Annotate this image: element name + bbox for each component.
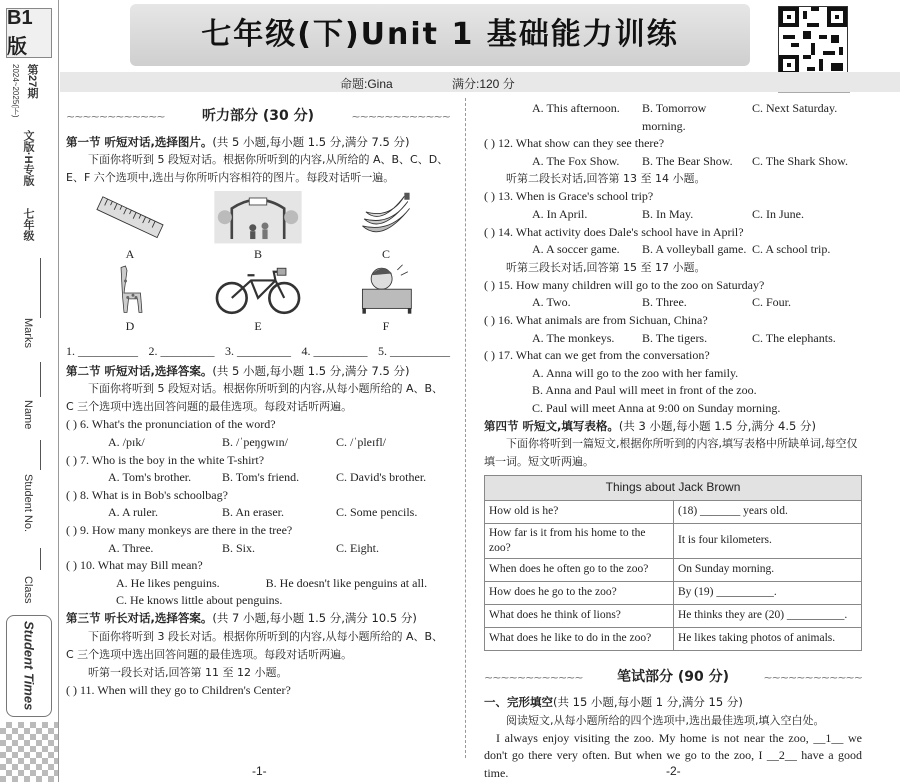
ruler-icon (90, 191, 170, 243)
qr-code-icon[interactable] (778, 6, 848, 76)
blank-2[interactable]: 2. _________ (148, 344, 215, 359)
name-label: Name (22, 400, 34, 430)
question-8: ( ) 8. What is in Bob's schoolbag? (66, 487, 228, 502)
picture-d: D (66, 263, 194, 335)
section2-heading: 第二节 听短对话,选择答案。(共 5 小题,每小题 1.5 分,满分 7.5 分) (66, 363, 410, 378)
dialog3-note: 听第三段长对话,回答第 15 至 17 小题。 (506, 260, 706, 274)
page-number-left: -1- (252, 764, 267, 778)
section3-instructions: 下面你将听到 3 段长对话。根据你所听到的内容,从每小题所给的 A、B、C 三个选项中选出回答问题的最佳选项。每段对话听两遍。 (66, 629, 444, 661)
title-banner (130, 4, 750, 66)
listening-section-title: ~~~~~ 听力部分 (30 分) ~~~~~ (66, 108, 450, 126)
marks-line (40, 258, 41, 318)
question-16: ( ) 16. What animals are from Sichuan, China? (484, 312, 708, 327)
grade-label: 七年级 (22, 208, 34, 241)
issue-number: 第27期 (26, 64, 38, 99)
question-8-options: A. A ruler. B. An eraser. C. Some pencils. (108, 505, 418, 520)
picture-a: A (66, 191, 194, 263)
section4-instructions: 下面你将听到一篇短文,根据你所听到的内容,填写表格中所缺单词,每空仅填一词。短文听两遍。 (484, 437, 858, 469)
blank-1[interactable]: 1. __________ (66, 344, 138, 359)
question-11: ( ) 11. When will they go to Children's Center? (66, 682, 291, 697)
table-row: How old is he? (18) _______ years old. (485, 500, 862, 523)
question-10-option-c: C. He knows little about penguins. (116, 593, 283, 608)
section3-heading: 第三节 听长对话,选择答案。(共 7 小题,每小题 1.5 分,满分 10.5 分) (66, 610, 417, 625)
table-row: What does he like to do in the zoo? He likes taking photos of animals. (485, 627, 862, 650)
question-12-options: A. The Fox Show. B. The Bear Show. C. The Shark Show. (532, 153, 848, 168)
question-13-options: A. In April. B. In May. C. In June. (532, 206, 804, 221)
table-row: How does he go to the zoo? By (19) __________. (485, 581, 862, 604)
blank-20[interactable]: He thinks they are (20) __________. (674, 604, 862, 627)
question-17-option-a: A. Anna will go to the zoo with her family. (532, 365, 739, 380)
question-9: ( ) 9. How many monkeys are there in the tree? (66, 522, 293, 537)
question-15: ( ) 15. How many children will go to the zoo on Saturday? (484, 277, 765, 292)
class-line (40, 548, 41, 570)
question-17-option-b: B. Anna and Paul will meet in front of the zoo. (532, 383, 757, 398)
boy-in-bed-icon (353, 263, 419, 315)
question-6-options: A. /pɪk/ B. /ˈpeŋɡwɪn/ C. /ˈpleɪfl/ (108, 434, 386, 449)
checker-pattern (0, 722, 58, 782)
name-line (40, 362, 41, 397)
dialog1-note: 听第一段长对话,回答第 11 至 12 小题。 (88, 665, 288, 679)
bananas-icon (351, 191, 421, 243)
question-11-options: A. This afternoon. B. Tomorrow morning. C. Next Saturday. (532, 101, 838, 133)
question-15-options: A. Two. B. Three. C. Four. (532, 295, 792, 310)
issue-year: 2024~2025(下) (11, 64, 20, 118)
table-row: How far is it from his home to the zoo? It is four kilometers. (485, 523, 862, 558)
question-10: ( ) 10. What may Bill mean? (66, 558, 203, 573)
question-17-option-c: C. Paul will meet Anna at 9:00 on Sunday morning. (532, 400, 781, 415)
section1-instructions: 下面你将听到 5 段短对话。根据你所听到的内容,从所给的 A、B、C、D、E、F 六个选项中,选出与你所听内容相符的图片。每段对话听一遍。 (66, 153, 449, 185)
question-16-options: A. The monkeys. B. The tigers. C. The elephants. (532, 330, 836, 345)
bicycle-icon (210, 263, 306, 315)
blank-19[interactable]: By (19) __________. (674, 581, 862, 604)
side-strip (0, 0, 59, 782)
cloze-passage: I always enjoy visiting the zoo. My home is not near the zoo, __1__ we don't go there very often. But when we go to the zoo, I __2__ have a good time. (484, 730, 862, 781)
question-7-options: A. Tom's brother. B. Tom's friend. C. David's brother. (108, 470, 427, 485)
answer-blanks (66, 343, 450, 361)
info-table (484, 475, 862, 651)
page-number-right: -2- (666, 764, 681, 778)
question-7: ( ) 7. Who is the boy in the white T-shirt? (66, 452, 265, 467)
right-column (484, 100, 862, 783)
table-row: What does he think of lions? He thinks they are (20) __________. (485, 604, 862, 627)
cloze-instructions: 阅读短文,从每小题所给的四个选项中,选出最佳选项,填入空白处。 (506, 713, 825, 727)
question-13: ( ) 13. When is Grace's school trip? (484, 189, 654, 204)
page-title: 七年级(下)Unit 1 基础能力训练 (201, 17, 679, 52)
table-row: When does he often go to the zoo? On Sunday morning. (485, 558, 862, 581)
dialog2-note: 听第二段长对话,回答第 13 至 14 小题。 (506, 172, 706, 186)
student-times-logo: Student Times (6, 615, 52, 717)
question-12: ( ) 12. What show can they see there? (484, 136, 665, 151)
cloze-heading: 一、完形填空(共 15 小题,每小题 1 分,满分 15 分) (484, 695, 743, 710)
question-9-options: A. Three. B. Six. C. Eight. (108, 540, 380, 555)
section1-heading: 第一节 听短对话,选择图片。(共 5 小题,每小题 1.5 分,满分 7.5 分) (66, 134, 410, 149)
left-column (66, 98, 450, 699)
class-label: Class (22, 576, 34, 604)
question-10-options-ab: A. He likes penguins. B. He doesn't like penguins at all. (116, 575, 428, 590)
table-title: Things about Jack Brown (485, 476, 862, 501)
section4-heading: 第四节 听短文,填写表格。(共 3 小题,每小题 1.5 分,满分 4.5 分) (484, 418, 816, 433)
student-no-label: Student No. (22, 474, 34, 533)
blank-5[interactable]: 5. __________ (378, 344, 450, 359)
question-14-options: A. A soccer game. B. A volleyball game. C. A school trip. (532, 242, 831, 257)
column-divider (465, 98, 467, 758)
author-label: 命题:Gina (340, 77, 393, 91)
meta-bar (60, 72, 900, 92)
student-no-line (40, 440, 41, 470)
question-6: ( ) 6. What's the pronunciation of the word? (66, 417, 276, 432)
question-14: ( ) 14. What activity does Dale's school have in April? (484, 224, 744, 239)
marks-label: Marks (22, 318, 34, 348)
section2-instructions: 下面你将听到 5 段短对话。根据你所听到的内容,从每小题所给的 A、B、C 三个选项中选出回答问题的最佳选项。每段对话听两遍。 (66, 382, 444, 414)
blank-4[interactable]: 4. _________ (301, 344, 368, 359)
question-17: ( ) 17. What can we get from the conversation? (484, 348, 710, 363)
zoo-gate-icon (208, 191, 308, 243)
series-label: 文版·H专版 (22, 130, 34, 186)
full-marks-label: 满分:120 分 (452, 77, 515, 91)
blank-3[interactable]: 3. _________ (225, 344, 291, 359)
picture-options (66, 191, 450, 335)
picture-b: B (194, 191, 322, 263)
picture-f: F (322, 263, 450, 335)
picture-c: C (322, 191, 450, 263)
giraffe-icon (104, 263, 156, 315)
picture-e: E (194, 263, 322, 335)
blank-18[interactable]: (18) _______ years old. (674, 500, 862, 523)
edition-badge: B1版 (6, 8, 52, 58)
writing-section-title: ~~~~~ 笔试部分 (90 分) ~~~~~ (484, 669, 862, 687)
